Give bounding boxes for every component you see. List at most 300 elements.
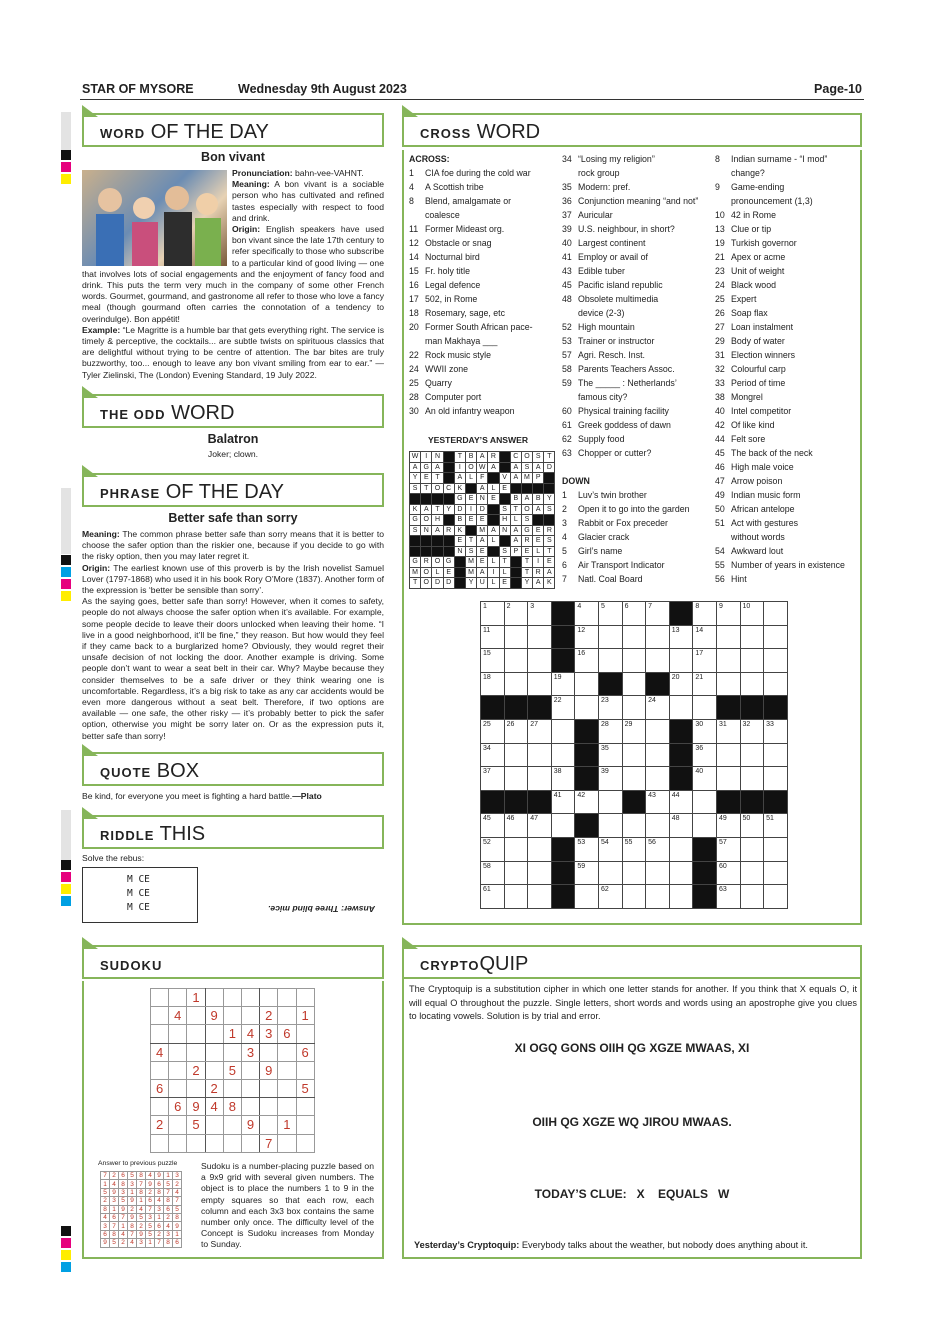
black-cell[interactable] [575,719,599,743]
sudoku-cell[interactable]: 2 [187,1061,205,1079]
across-col-1: ACROSS: 1 CIA foe during the cold war 4 A Scottish tribe 8 Blend, amalgamate or coalesce 11 Former Mideast org. 12 Obstacle or snag 14 Nocturnal bird 15 Fr. holy title 16 Legal defence 17 502, in Rome 18 Rosemary, sage, etc 20 Former South African pace- man Makhaya ___ 22 Rock music style 24 WWII zone 25 Quarry 28 Computer port 30 An old infantry weapon [409,152,559,418]
clue-number [409,208,425,222]
crossword-cell[interactable]: 50 [740,814,764,838]
crossword-cell[interactable] [764,767,788,791]
sudoku-cell[interactable] [187,1079,205,1097]
crossword-cell[interactable]: 60 [716,861,740,885]
crossword-cell[interactable]: 26 [504,719,528,743]
crossword-cell[interactable] [740,861,764,885]
sudoku-cell[interactable] [223,1116,241,1134]
crossword-cell[interactable]: 6 [622,602,646,626]
crossword-cell[interactable] [740,885,764,909]
sudoku-cell[interactable]: 1 [223,1025,241,1043]
crossword-cell[interactable]: 27 [528,719,552,743]
black-cell[interactable] [575,767,599,791]
crossword-cell[interactable]: 44 [669,790,693,814]
crossword-cell[interactable] [598,649,622,673]
sudoku-cell[interactable] [223,1043,241,1061]
clue-number: 19 [715,238,725,248]
crossword-cell[interactable]: 42 [575,790,599,814]
crossword-cell[interactable] [740,837,764,861]
black-cell [432,536,443,547]
crossword-cell[interactable]: 8 [693,602,717,626]
crossword-cell[interactable] [551,743,575,767]
paper-name: STAR OF MYSORE [82,82,194,96]
crossword-cell[interactable] [669,861,693,885]
clue-row [715,278,860,292]
crossword-cell[interactable]: 18 [481,672,505,696]
prev-sudoku-cell: 1 [119,1222,128,1230]
crossword-cell[interactable]: 14 [693,625,717,649]
crossword-cell[interactable]: 62 [598,885,622,909]
black-cell[interactable] [551,649,575,673]
answer-cell: E [465,515,476,526]
sudoku-cell[interactable]: 7 [260,1134,278,1152]
crossword-cell[interactable]: 61 [481,885,505,909]
sudoku-cell[interactable]: 8 [223,1098,241,1116]
sudoku-cell[interactable] [187,1007,205,1025]
sudoku-cell[interactable] [205,1061,223,1079]
black-cell [499,536,510,547]
crossword-cell[interactable] [622,696,646,720]
crossword-cell[interactable] [646,649,670,673]
crossword-cell[interactable]: 11 [481,625,505,649]
sudoku-cell[interactable] [151,1007,169,1025]
prev-sudoku-grid [100,1171,182,1248]
clue-number: 49 [715,490,725,500]
crossword-cell[interactable] [504,649,528,673]
crossword-cell[interactable]: 4 [575,602,599,626]
sudoku-cell[interactable]: 6 [278,1025,296,1043]
crossword-cell[interactable]: 52 [481,837,505,861]
sudoku-cell[interactable] [278,1061,296,1079]
crossword-cell[interactable]: 32 [740,719,764,743]
crossword-cell[interactable]: 40 [693,767,717,791]
sudoku-cell[interactable]: 6 [169,1098,187,1116]
crossword-cell[interactable]: 39 [598,767,622,791]
crossword-cell[interactable] [528,743,552,767]
sudoku-cell[interactable] [296,1025,314,1043]
crossword-cell[interactable] [622,861,646,885]
crossword-cell[interactable] [598,790,622,814]
sudoku-cell[interactable]: 2 [151,1116,169,1134]
crossword-cell[interactable] [669,837,693,861]
prev-sudoku-cell: 3 [128,1180,137,1188]
crossword-cell[interactable] [622,814,646,838]
clue-text: Physical training facility [578,406,669,416]
crossword-cell[interactable]: 56 [646,837,670,861]
sudoku-cell[interactable] [296,1061,314,1079]
black-cell[interactable] [669,743,693,767]
crossword-cell[interactable] [504,672,528,696]
sudoku-cell[interactable]: 3 [260,1025,278,1043]
crossword-cell[interactable] [740,743,764,767]
crossword-cell[interactable] [764,672,788,696]
crossword-cell[interactable]: 57 [716,837,740,861]
crossword-cell[interactable] [764,837,788,861]
crossword-cell[interactable]: 19 [551,672,575,696]
crossword-cell[interactable]: 12 [575,625,599,649]
crossword-cell[interactable]: 28 [598,719,622,743]
sudoku-cell[interactable] [151,1025,169,1043]
crossword-cell[interactable]: 58 [481,861,505,885]
sudoku-cell[interactable]: 4 [205,1098,223,1116]
sudoku-cell[interactable] [169,1025,187,1043]
sudoku-cell[interactable]: 1 [187,989,205,1007]
sudoku-cell[interactable] [296,1116,314,1134]
crossword-cell[interactable] [716,743,740,767]
crossword-cell[interactable] [504,625,528,649]
crossword-cell[interactable]: 20 [669,672,693,696]
black-cell[interactable] [693,837,717,861]
answer-cell: M [521,473,532,484]
sudoku-cell[interactable] [205,1134,223,1152]
clue-number [562,306,578,320]
sudoku-cell[interactable] [260,1079,278,1097]
crossword-cell[interactable] [764,625,788,649]
crossword-cell[interactable]: 43 [646,790,670,814]
black-cell[interactable] [575,814,599,838]
sudoku-cell[interactable]: 5 [296,1079,314,1097]
sudoku-cell[interactable] [169,1134,187,1152]
black-cell[interactable] [764,696,788,720]
sudoku-cell[interactable] [205,989,223,1007]
black-cell[interactable] [669,602,693,626]
sudoku-cell[interactable] [169,989,187,1007]
sudoku-cell[interactable]: 2 [205,1079,223,1097]
answer-cell: S [499,546,510,557]
sudoku-cell[interactable]: 5 [187,1116,205,1134]
sudoku-cell[interactable] [278,1079,296,1097]
sudoku-cell[interactable] [296,1098,314,1116]
crossword-cell[interactable] [646,719,670,743]
crossword-cell[interactable] [716,672,740,696]
prev-sudoku-cell: 2 [128,1205,137,1213]
crossword-cell[interactable]: 59 [575,861,599,885]
crossword-cell[interactable] [646,814,670,838]
crossword-cell[interactable] [528,885,552,909]
sudoku-cell[interactable] [187,1043,205,1061]
crossword-cell[interactable] [646,885,670,909]
prev-sudoku-cell: 2 [110,1172,119,1180]
crossword-cell[interactable] [693,790,717,814]
black-cell[interactable] [551,625,575,649]
crossword-cell[interactable]: 5 [598,602,622,626]
crossword-cell[interactable] [764,649,788,673]
sudoku-cell[interactable] [241,1134,259,1152]
crossword-cell[interactable] [528,861,552,885]
crossword-cell[interactable] [740,767,764,791]
crossword-cell[interactable] [646,743,670,767]
crossword-cell[interactable]: 22 [551,696,575,720]
sudoku-cell[interactable]: 6 [296,1043,314,1061]
black-cell [443,536,454,547]
crossword-cell[interactable] [598,814,622,838]
sudoku-cell[interactable] [187,1025,205,1043]
sudoku-cell[interactable]: 9 [187,1098,205,1116]
clue-row [409,320,559,334]
crossword-cell[interactable]: 51 [764,814,788,838]
crossword-cell[interactable]: 24 [646,696,670,720]
crossword-cell[interactable] [622,672,646,696]
sudoku-cell[interactable] [223,1007,241,1025]
clue-row [715,544,860,558]
clue-row [409,376,559,390]
crossword-cell[interactable] [504,861,528,885]
crossword-cell[interactable]: 16 [575,649,599,673]
crossword-cell[interactable]: 63 [716,885,740,909]
sudoku-cell[interactable] [296,989,314,1007]
crossword-cell[interactable]: 10 [740,602,764,626]
crossword-cell[interactable] [528,837,552,861]
sudoku-cell[interactable] [278,989,296,1007]
black-cell[interactable] [504,696,528,720]
sudoku-cell[interactable] [151,989,169,1007]
sudoku-cell[interactable]: 6 [151,1079,169,1097]
sudoku-cell[interactable] [151,1098,169,1116]
crossword-cell[interactable] [575,696,599,720]
answer-cell: Y [544,494,555,505]
crossword-cell[interactable]: 13 [669,625,693,649]
crossword-cell[interactable]: 37 [481,767,505,791]
black-cell[interactable] [575,743,599,767]
crossword-cell[interactable] [716,767,740,791]
black-cell[interactable] [551,602,575,626]
crossword-cell[interactable] [622,649,646,673]
clue-text: Felt sore [731,434,766,444]
black-cell[interactable] [481,696,505,720]
crossword-cell[interactable] [551,719,575,743]
clue-row [562,376,712,390]
crossword-cell[interactable]: 30 [693,719,717,743]
clue-row [562,180,712,194]
reg-mark [61,162,71,172]
crossword-cell[interactable] [740,672,764,696]
clue-row [715,348,860,362]
black-cell[interactable] [528,790,552,814]
crossword-cell[interactable]: 21 [693,672,717,696]
answer-cell: A [533,578,544,589]
crossword-cell[interactable]: 17 [693,649,717,673]
clue-text: A Scottish tribe [425,182,484,192]
crossword-cell[interactable]: 35 [598,743,622,767]
sudoku-cell[interactable]: 5 [223,1061,241,1079]
clue-number: 1 [409,168,414,178]
sudoku-cell[interactable] [241,989,259,1007]
clue-text: Fr. holy title [425,266,470,276]
crossword-cell[interactable]: 49 [716,814,740,838]
sudoku-cell[interactable] [205,1025,223,1043]
sudoku-cell[interactable] [151,1061,169,1079]
black-cell[interactable] [693,861,717,885]
crossword-cell[interactable] [740,649,764,673]
sudoku-cell[interactable] [223,1079,241,1097]
crossword-cell[interactable] [551,814,575,838]
crossword-cell[interactable]: 1 [481,602,505,626]
crossword-cell[interactable] [598,625,622,649]
crossword-cell[interactable]: 15 [481,649,505,673]
sudoku-cell[interactable] [223,989,241,1007]
answer-cell: A [432,525,443,536]
answer-cell: P [533,473,544,484]
crossword-cell[interactable] [504,837,528,861]
crossword-cell[interactable] [622,743,646,767]
sudoku-cell[interactable] [260,989,278,1007]
crossword-cell[interactable]: 47 [528,814,552,838]
black-cell[interactable] [528,696,552,720]
crossword-cell[interactable]: 41 [551,790,575,814]
crossword-cell[interactable] [575,885,599,909]
black-cell[interactable] [551,837,575,861]
clue-text: Open it to go into the garden [578,504,690,514]
crossword-cell[interactable]: 25 [481,719,505,743]
sudoku-cell[interactable] [169,1116,187,1134]
crossword-cell[interactable]: 36 [693,743,717,767]
black-cell[interactable] [669,719,693,743]
sudoku-cell[interactable] [241,1061,259,1079]
black-cell[interactable] [598,672,622,696]
crossword-cell[interactable]: 29 [622,719,646,743]
crossword-cell[interactable] [646,625,670,649]
sudoku-cell[interactable] [260,1116,278,1134]
clue-text: Body of water [731,336,785,346]
black-cell[interactable] [481,790,505,814]
black-cell[interactable] [740,696,764,720]
sudoku-cell[interactable]: 3 [241,1043,259,1061]
crossword-cell[interactable] [504,767,528,791]
crossword-cell[interactable] [669,696,693,720]
sudoku-cell[interactable] [169,1043,187,1061]
answer-cell: H [432,515,443,526]
crossword-cell[interactable] [504,885,528,909]
black-cell[interactable] [693,885,717,909]
prev-sudoku-cell: 8 [137,1172,146,1180]
crossword-cell[interactable] [598,861,622,885]
prev-sudoku-cell: 2 [119,1239,128,1247]
crossword-cell[interactable] [646,767,670,791]
crossword-cell[interactable]: 3 [528,602,552,626]
crossword-cell[interactable]: 38 [551,767,575,791]
crossword-cell[interactable] [504,743,528,767]
sudoku-cell[interactable] [260,1098,278,1116]
sudoku-cell[interactable]: 4 [151,1043,169,1061]
crossword-cell[interactable] [764,743,788,767]
sudoku-cell[interactable] [223,1134,241,1152]
sudoku-cell[interactable] [169,1061,187,1079]
sudoku-cell[interactable] [260,1043,278,1061]
sudoku-cell[interactable] [241,1098,259,1116]
black-cell[interactable] [764,790,788,814]
black-cell[interactable] [551,861,575,885]
crossword-cell[interactable]: 9 [716,602,740,626]
answer-cell: B [533,494,544,505]
sudoku-cell[interactable] [278,1007,296,1025]
crossword-cell[interactable] [646,861,670,885]
sudoku-cell[interactable]: 1 [278,1116,296,1134]
crossword-cell[interactable] [622,885,646,909]
clue-row [715,222,860,236]
crossword-cell[interactable] [764,885,788,909]
crossword-cell[interactable] [764,861,788,885]
crossword-cell[interactable]: 55 [622,837,646,861]
crossword-cell[interactable] [575,672,599,696]
crossword-cell[interactable]: 54 [598,837,622,861]
prev-sudoku-cell: 3 [155,1205,164,1213]
crossword-cell[interactable] [528,767,552,791]
prev-sudoku-cell: 9 [155,1172,164,1180]
crossword-cell[interactable]: 2 [504,602,528,626]
crossword-cell[interactable]: 46 [504,814,528,838]
black-cell[interactable] [716,696,740,720]
sudoku-cell[interactable] [278,1043,296,1061]
sudoku-cell[interactable]: 9 [241,1116,259,1134]
crossword-cell[interactable]: 45 [481,814,505,838]
crossword-cell[interactable] [740,625,764,649]
crossword-cell[interactable] [528,649,552,673]
clue-text: Rosemary, sage, etc [425,308,506,318]
sudoku-cell[interactable] [241,1007,259,1025]
sudoku-cell[interactable]: 2 [260,1007,278,1025]
crossword-cell[interactable]: 31 [716,719,740,743]
crossword-cell[interactable]: 34 [481,743,505,767]
crossword-cell[interactable] [528,672,552,696]
sudoku-cell[interactable]: 4 [241,1025,259,1043]
sudoku-cell[interactable]: 4 [169,1007,187,1025]
sudoku-cell[interactable] [205,1043,223,1061]
crossword-cell[interactable]: 48 [669,814,693,838]
black-cell[interactable] [669,767,693,791]
crossword-cell[interactable] [693,696,717,720]
sudoku-cell[interactable] [278,1134,296,1152]
answer-cell: L [488,536,499,547]
crossword-cell[interactable] [716,649,740,673]
sudoku-cell[interactable] [278,1098,296,1116]
black-cell[interactable] [716,790,740,814]
crossword-cell[interactable]: 7 [646,602,670,626]
crossword-cell[interactable] [622,625,646,649]
black-cell[interactable] [740,790,764,814]
sudoku-cell[interactable] [151,1134,169,1152]
sudoku-cell[interactable] [241,1079,259,1097]
crossword-cell[interactable]: 23 [598,696,622,720]
sudoku-cell[interactable] [296,1134,314,1152]
crossword-cell[interactable]: 53 [575,837,599,861]
black-cell[interactable] [504,790,528,814]
crossword-cell[interactable] [764,602,788,626]
sudoku-cell[interactable]: 9 [205,1007,223,1025]
crossword-cell[interactable]: 33 [764,719,788,743]
sudoku-cell[interactable]: 9 [260,1061,278,1079]
sudoku-cell[interactable] [205,1116,223,1134]
answer-cell: I [421,452,432,463]
crossword-cell[interactable] [622,767,646,791]
black-cell[interactable] [622,790,646,814]
black-cell [533,483,544,494]
sudoku-cell[interactable]: 1 [296,1007,314,1025]
crossword-cell[interactable] [669,885,693,909]
clue-number: 55 [715,560,725,570]
crossword-cell[interactable] [693,814,717,838]
black-cell[interactable] [551,885,575,909]
black-cell[interactable] [646,672,670,696]
crossword-cell[interactable] [669,649,693,673]
sudoku-cell[interactable] [169,1079,187,1097]
clue-text: CIA foe during the cold war [425,168,531,178]
sudoku-cell[interactable] [187,1134,205,1152]
crossword-cell[interactable] [716,625,740,649]
crossword-cell[interactable] [528,625,552,649]
answer-cell: P [510,546,521,557]
